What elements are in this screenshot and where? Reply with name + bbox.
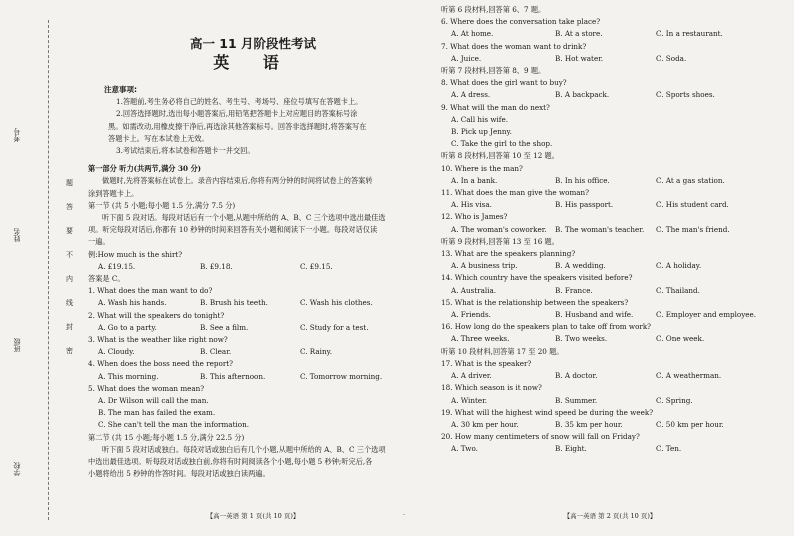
option: B. £9.18.: [200, 261, 233, 271]
option: C. A holiday.: [656, 261, 702, 271]
option: A. Winter.: [451, 395, 488, 405]
question-options: [88, 346, 418, 358]
option: C. Thailand.: [656, 285, 700, 295]
option: C. Sports shoes.: [656, 90, 715, 100]
question-options: [441, 53, 779, 65]
option: B. France.: [555, 285, 593, 295]
seal-char: 密: [66, 347, 73, 355]
option: C. Employer and employee.: [656, 310, 757, 320]
question-line: 9. What will the man do next?: [441, 102, 550, 112]
option: B. Two weeks.: [555, 334, 608, 344]
option: A. 30 km per hour.: [451, 419, 519, 429]
option: A. Wash his hands.: [98, 298, 167, 308]
option: A. The woman's coworker.: [451, 224, 547, 234]
question-line: 14. Which country have the speakers visited before?: [441, 273, 633, 283]
example-question: 例:How much is the shirt?: [88, 249, 183, 259]
question-line: 听第 8 段材料,回答第 10 至 12 题。: [441, 151, 559, 161]
seal-char: 要: [66, 227, 73, 235]
question-options: [441, 309, 779, 321]
option: C. Ten.: [656, 444, 682, 454]
question-4: 4. When does the boss need the report?: [88, 359, 233, 369]
option: C. Take the girl to the shop.: [451, 139, 553, 149]
option: A. Call his wife.: [451, 114, 508, 124]
option: B. Brush his teeth.: [200, 298, 268, 308]
seal-char: 不: [66, 251, 73, 259]
kaohao-label: 考号: [13, 128, 21, 142]
exam-subject: 英 语: [213, 53, 293, 72]
question-line: 19. What will the highest wind speed be during the week?: [441, 407, 654, 417]
option: A. At home.: [451, 29, 494, 39]
question-line: 听第 10 段材料,回答第 17 至 20 题。: [441, 346, 564, 356]
question-options: [441, 260, 779, 272]
question-line: 6. Where does the conversation take place?: [441, 17, 601, 27]
option: B. 35 km per hour.: [555, 419, 623, 429]
page-footer: 【高一英语 第 1 页(共 10 页)】: [206, 511, 300, 520]
option: B. A doctor.: [555, 371, 598, 381]
question-options: [88, 322, 418, 334]
left-page: [88, 0, 418, 536]
question-2: 2. What will the speakers do tonight?: [88, 310, 225, 320]
question-line: 听第 6 段材料,回答第 6、7 题。: [441, 5, 546, 14]
part1-heading: 第一部分 听力(共两节,满分 30 分): [88, 164, 202, 174]
option: A. This morning.: [98, 371, 159, 381]
exam-title: 高一 11 月阶段性考试: [189, 36, 317, 51]
seal-char: 封: [66, 323, 73, 331]
example-answer: 答案是 C。: [88, 274, 125, 284]
right-content: [441, 4, 779, 456]
option: C. One week.: [656, 334, 705, 344]
question-line: 8. What does the girl want to buy?: [441, 78, 567, 88]
question-line: 12. Who is James?: [441, 212, 508, 222]
question-line: 16. How long do the speakers plan to take off from work?: [441, 322, 652, 332]
option: A. Australia.: [451, 285, 497, 295]
option: A. His visa.: [451, 200, 492, 210]
option: B. The man has failed the exam.: [98, 408, 216, 418]
option: B. Summer.: [555, 395, 598, 405]
question-line: 18. Which season is it now?: [441, 383, 542, 393]
question-options: [441, 28, 779, 40]
option: C. Spring.: [656, 395, 693, 405]
question-options: [88, 297, 418, 309]
option: A. Two.: [451, 444, 478, 454]
question-line: 11. What does the man give the woman?: [441, 188, 590, 198]
xuexiao-label: 学校: [13, 462, 21, 476]
question-3: 3. What is the weather like right now?: [88, 335, 228, 345]
option: A. Friends.: [451, 310, 491, 320]
option: C. A weatherman.: [656, 371, 722, 381]
section2-desc-line: 听下面 5 段对话或独白。每段对话或独白后有几个小题,从题中所给的 A、B、C 三个选项: [102, 444, 386, 454]
question-line: 15. What is the relationship between the speakers?: [441, 297, 629, 307]
option: C. £9.15.: [300, 261, 333, 271]
binding-dashed-line: [48, 20, 49, 520]
option: C. Wash his clothes.: [300, 298, 373, 308]
page-dot: ·: [403, 512, 405, 519]
option: C. 50 km per hour.: [656, 419, 724, 429]
notice-line: 1.答题前,考生务必将自己的姓名、考生号、考场号、座位号填写在答题卡上。: [116, 97, 363, 107]
section1-desc-line: 一遍。: [88, 237, 110, 247]
option: B. This afternoon.: [200, 371, 266, 381]
notice-title: 注意事项:: [104, 85, 137, 94]
option: B. Clear.: [200, 347, 232, 357]
option: B. The woman's teacher.: [555, 224, 645, 234]
question-options: [441, 224, 779, 236]
question-1: 1. What does the man want to do?: [88, 286, 213, 296]
option: C. She can't tell the man the information.: [98, 420, 250, 430]
section1-heading: 第一节 (共 5 小题;每小题 1.5 分,满分 7.5 分): [88, 200, 236, 210]
option: A. Juice.: [451, 53, 482, 63]
question-options: [441, 199, 779, 211]
notice-list: [88, 96, 418, 157]
xingming-label: 姓名: [13, 228, 21, 242]
notice-line: 黑。如需改动,用橡皮擦干净后,再选涂其他答案标号。回答非选择题时,将答案写在: [108, 121, 367, 131]
banji-label: 班级: [13, 338, 21, 352]
option: B. His passport.: [555, 200, 614, 210]
option: B. At a store.: [555, 29, 603, 39]
option: A. Three weeks.: [451, 334, 510, 344]
question-options: [441, 395, 779, 407]
seal-char: 答: [66, 203, 73, 211]
question-options: [441, 285, 779, 297]
option: B. Husband and wife.: [555, 310, 634, 320]
question-line: 10. Where is the man?: [441, 163, 523, 173]
question-line: 听第 7 段材料,回答第 8、9 题。: [441, 66, 546, 76]
section2-heading: 第二节 (共 15 小题;每小题 1.5 分,满分 22.5 分): [88, 432, 245, 442]
option: C. The man's friend.: [656, 224, 730, 234]
option: C. Soda.: [656, 53, 687, 63]
question-line: 17. What is the speaker?: [441, 358, 532, 368]
seal-char: 题: [66, 179, 73, 187]
option: A. Go to a party.: [98, 322, 157, 332]
part1-desc-line: 做题时,先将答案标在试卷上。录音内容结束后,你将有两分钟的时间将试卷上的答案转: [102, 176, 373, 186]
question-options: [441, 443, 779, 455]
option: C. Rainy.: [300, 347, 332, 357]
option: B. In his office.: [555, 175, 610, 185]
option: C. Study for a test.: [300, 322, 369, 332]
page-footer: 【高一英语 第 2 页(共 10 页)】: [563, 511, 657, 520]
question-options: [441, 89, 779, 101]
question-line: 20. How many centimeters of snow will fall on Friday?: [441, 432, 640, 442]
option: C. In a restaurant.: [656, 29, 723, 39]
question-options: [88, 371, 418, 383]
right-page: [441, 0, 779, 536]
option: A. In a bank.: [451, 175, 498, 185]
option: B. Hot water.: [555, 53, 604, 63]
section2-desc-line: 中选出最佳选项。听每段对话或独白前,你将有时间阅读各个小题,每小题 5 秒钟;听完后,各: [88, 457, 373, 467]
question-5: 5. What does the woman mean?: [88, 383, 205, 393]
option: A. £19.15.: [98, 261, 136, 271]
question-options: [441, 419, 779, 431]
notice-line: 2.回答选择题时,选出每小题答案后,用铅笔把答题卡上对应题目的答案标号涂: [116, 109, 358, 119]
part1-desc-line: 涂到答题卡上。: [88, 188, 139, 198]
option: A. A dress.: [451, 90, 491, 100]
option: A. A business trip.: [451, 261, 518, 271]
notice-line: 3.考试结束后,将本试卷和答题卡一并交回。: [116, 146, 255, 156]
question-line: 13. What are the speakers planning?: [441, 249, 576, 259]
option: B. Pick up Jenny.: [451, 127, 512, 137]
option: C. His student card.: [656, 200, 729, 210]
section1-desc-line: 听下面 5 段对话。每段对话后有一个小题,从题中所给的 A、B、C 三个选项中选出最佳选: [102, 213, 386, 223]
binding-margin: [0, 0, 80, 536]
option: B. A backpack.: [555, 90, 610, 100]
option: A. Cloudy.: [98, 347, 135, 357]
option: C. At a gas station.: [656, 175, 725, 185]
option: A. Dr Wilson will call the man.: [98, 396, 209, 406]
question-options: [441, 370, 779, 382]
option: B. Eight.: [555, 444, 587, 454]
notice-line: 答题卡上。写在本试卷上无效。: [108, 133, 209, 143]
example-options: [88, 261, 418, 273]
section2-desc-line: 小题将给出 5 秒钟的作答时间。每段对话或独白读两遍。: [88, 469, 270, 479]
option: C. Tomorrow morning.: [300, 371, 383, 381]
question-line: 听第 9 段材料,回答第 13 至 16 题。: [441, 236, 559, 246]
option: B. A wedding.: [555, 261, 606, 271]
question-options: [441, 175, 779, 187]
question-options: [441, 333, 779, 345]
option: B. See a film.: [200, 322, 249, 332]
seal-char: 线: [66, 299, 73, 307]
seal-char: 内: [66, 275, 73, 283]
option: A. A driver.: [451, 371, 492, 381]
section1-desc-line: 项。听完每段对话后,你都有 10 秒钟的时间来回答有关小题和阅读下一小题。每段对话仅读: [88, 225, 378, 235]
question-line: 7. What does the woman want to drink?: [441, 41, 587, 51]
